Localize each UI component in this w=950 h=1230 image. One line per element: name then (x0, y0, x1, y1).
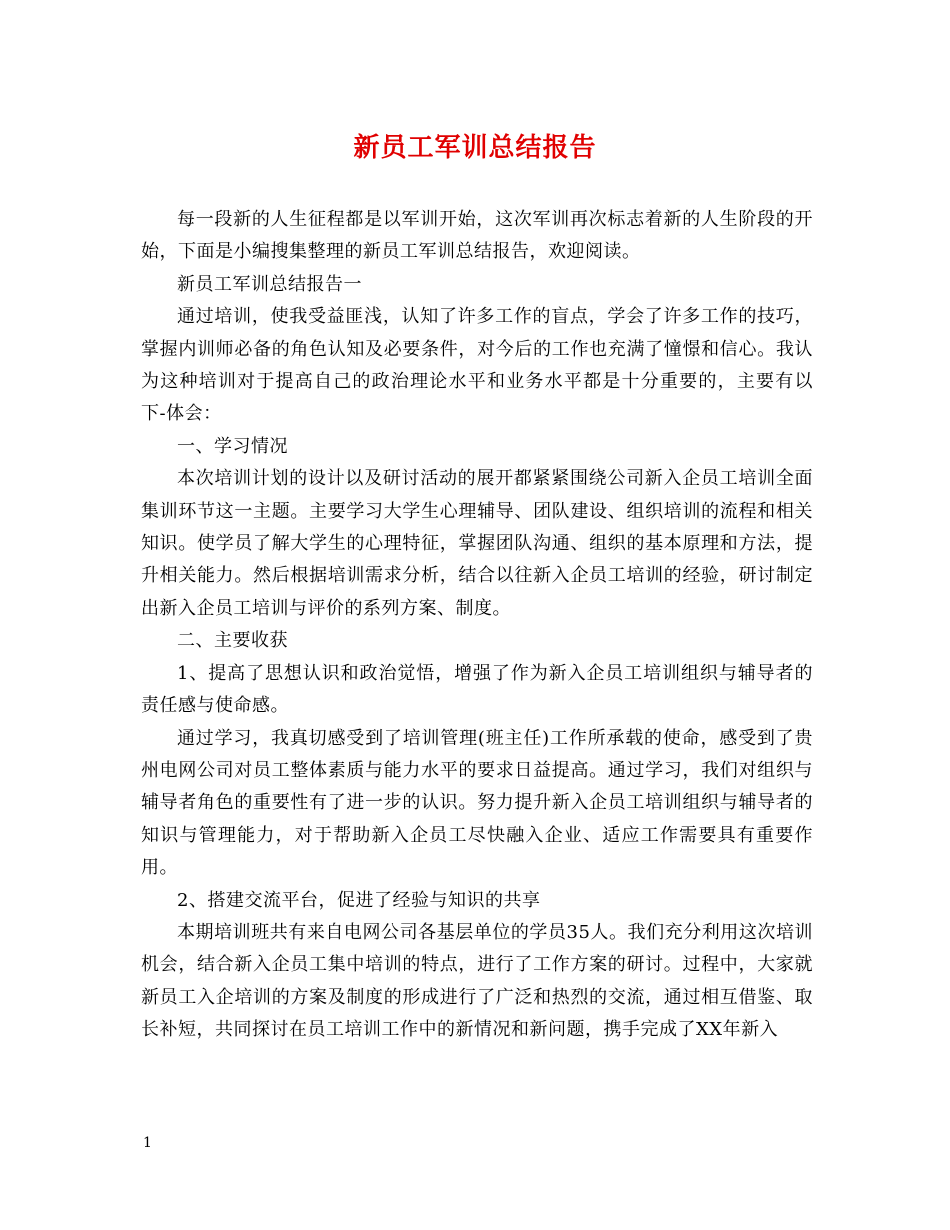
document-title: 新员工军训总结报告 (353, 133, 597, 163)
document-body (141, 204, 813, 1047)
section-heading-report-one: 新员工军训总结报告一 (177, 273, 362, 295)
paragraph-gain-one-detail: 通过学习，我真切感受到了培训管理(班主任)工作所承载的使命，感受到了贵州电网公司对员工整体素质与能力水平的要求日益提高。通过学习，我们对组织与辅导者角色的重要性有了进一步的认识。努力提升新入企员工培训组织与辅导者的知识与管理能力，对于帮助新入企员工尽快融入企业、适应工作需要具有重要作用。 (141, 727, 813, 879)
paragraph-intro: 每一段新的人生征程都是以军训开始，这次军训再次标志着新的人生阶段的开始，下面是小编搜集整理的新员工军训总结报告，欢迎阅读。 (141, 209, 813, 263)
paragraph-gain-two-detail: 本期培训班共有来自电网公司各基层单位的学员35人。我们充分利用这次培训机会，结合新入企员工集中培训的特点，进行了工作方案的研讨。过程中，大家就新员工入企培训的方案及制度的形成进行了广泛和热烈的交流，通过相互借鉴、取长补短，共同探讨在员工培训工作中的新情况和新问题，携手完成了XX年新入 (141, 921, 813, 1041)
page-number: 1 (143, 1135, 152, 1151)
paragraph-gain-two: 2、搭建交流平台，促进了经验与知识的共享 (177, 889, 541, 911)
section-heading-gains: 二、主要收获 (177, 630, 288, 652)
paragraph-gain-one: 1、提高了思想认识和政治觉悟，增强了作为新入企员工培训组织与辅导者的责任感与使命感。 (141, 662, 813, 717)
paragraph-study-content: 本次培训计划的设计以及研讨活动的展开都紧紧围绕公司新入企员工培训全面集训环节这一主题。主要学习大学生心理辅导、团队建设、组织培训的流程和相关知识。使学员了解大学生的心理特征，掌握团队沟通、组织的基本原理和方法，提升相关能力。然后根据培训需求分析，结合以往新入企员工培训的经验，研讨制定出新入企员工培训与评价的系列方案、制度。 (141, 468, 813, 619)
section-heading-study: 一、学习情况 (177, 435, 288, 457)
paragraph-training-benefits: 通过培训，使我受益匪浅，认知了许多工作的盲点，学会了许多工作的技巧，掌握内训师必备的角色认知及必要条件，对今后的工作也充满了憧憬和信心。我认为这种培训对于提高自己的政治理论水平和业务水平都是十分重要的，主要有以下-体会： (141, 306, 813, 425)
